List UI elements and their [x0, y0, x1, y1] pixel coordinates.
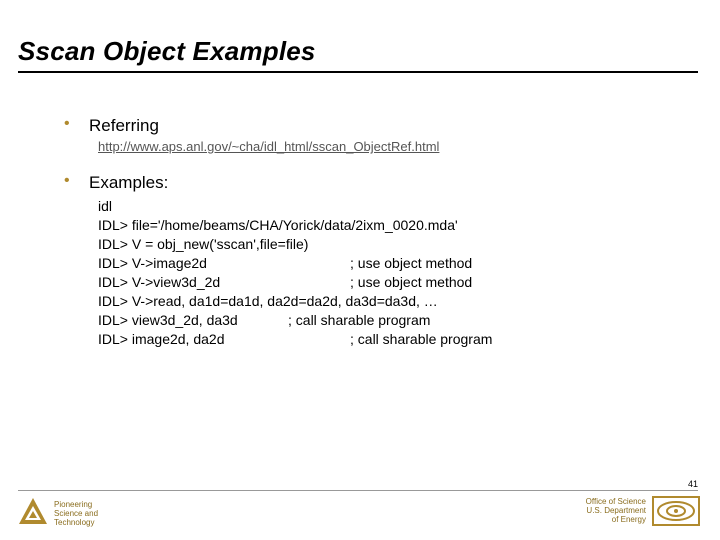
code-line-3: IDL> V = obj_new('sscan',file=file)	[98, 236, 309, 252]
argonne-logo	[18, 497, 48, 530]
code-line-2: IDL> file='/home/beams/CHA/Yorick/data/2ixm_0020.mda'	[98, 217, 458, 233]
code-line-4: IDL> V->image2d	[98, 255, 207, 271]
footer-right-line-2: U.S. Department	[586, 506, 646, 515]
footer-right-text	[586, 497, 646, 524]
code-line-1: idl	[98, 198, 113, 214]
code-comment-7: ; call sharable program	[288, 312, 431, 328]
page-title: Sscan Object Examples	[18, 36, 316, 66]
title-rule	[18, 71, 698, 73]
bullet-examples: Examples:	[89, 173, 169, 192]
page-number: 41	[688, 479, 699, 489]
footer-left-text	[54, 500, 98, 527]
footer-left-line-3: Technology	[54, 518, 95, 527]
bullet-marker-2: •	[64, 172, 70, 189]
doe-logo	[652, 496, 700, 531]
footer-right-line-3: of Energy	[611, 515, 646, 524]
footer-right-line-1: Office of Science	[585, 497, 646, 506]
code-line-8: IDL> image2d, da2d	[98, 331, 225, 347]
footer-left-line-2: Science and	[54, 509, 99, 518]
reference-link[interactable]: http://www.aps.anl.gov/~cha/idl_html/sscan_ObjectRef.html	[98, 139, 440, 154]
code-line-7: IDL> view3d_2d, da3d	[98, 312, 238, 328]
code-line-5: IDL> V->view3d_2d	[98, 274, 221, 290]
footer-rule	[18, 490, 698, 491]
code-comment-5: ; use object method	[350, 274, 473, 290]
bullet-referring: Referring	[89, 116, 159, 135]
code-line-6: IDL> V->read, da1d=da1d, da2d=da2d, da3d=da3d, …	[98, 293, 438, 309]
code-comment-8: ; call sharable program	[350, 331, 493, 347]
code-comment-4: ; use object method	[350, 255, 473, 271]
bullet-marker-1: •	[64, 115, 70, 132]
footer-left-line-1: Pioneering	[54, 500, 93, 509]
